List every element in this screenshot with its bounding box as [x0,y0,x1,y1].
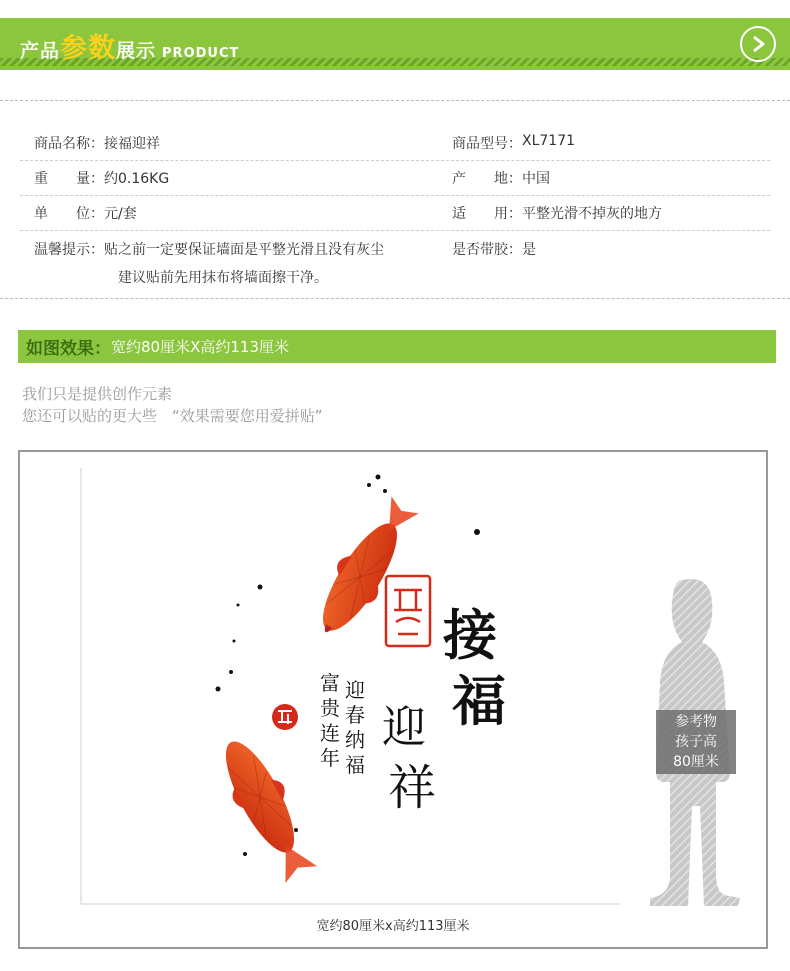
reference-line: 80厘米 [673,754,719,770]
reference-line: 孩子高 [675,734,717,750]
title-english: PRODUCT [162,46,240,61]
svg-text:春: 春 [345,703,365,727]
calligraphy-char: 接 [443,603,497,667]
calligraphy-char: 迎 [382,702,426,753]
svg-text:贵: 贵 [320,696,340,720]
intro-line-2: 您还可以贴的更大些 “效果需要您用爱拼贴” [22,407,323,425]
reference-line: 参考物 [675,714,717,730]
svg-text:纳: 纳 [345,728,365,752]
koi-fish-upper [304,491,427,645]
divider [0,100,790,101]
preview-caption: 宽约80厘米x高约113厘米 [316,919,470,934]
effect-title: 如图效果： [26,339,111,359]
spec-value: 接福迎祥 [104,136,160,152]
svg-text:连: 连 [320,721,340,745]
title-part-b: 参数 [60,33,117,64]
effect-size: 宽约80厘米X高约113厘米 [111,338,289,356]
spec-key: 适 用： [452,206,522,222]
spec-key: 重 量： [34,171,104,187]
spec-key: 温馨提示： [34,242,104,258]
spec-row [20,203,770,231]
spec-value-line2: 建议贴前先用抹布将墙面擦干净。 [118,270,328,286]
spec-value: 贴之前一定要保证墙面是平整光滑且没有灰尘 [104,242,384,258]
spec-key: 产 地： [452,171,522,187]
spec-value: 中国 [522,171,550,187]
reference-label [656,710,736,774]
spec-key: 商品型号： [452,136,522,152]
spec-key: 是否带胶： [452,242,522,258]
svg-text:福: 福 [345,753,365,777]
spec-value: XL7171 [522,133,576,149]
preview-frame [18,450,768,949]
seal-stamp-round [272,704,298,730]
spec-row [20,239,770,291]
spec-key: 单 位： [34,206,104,222]
wall-sticker-illustration [20,452,766,947]
title-part-c: 展示 [116,40,157,62]
spec-key: 商品名称： [34,136,104,152]
svg-text:富: 富 [320,671,340,695]
spec-value: 是 [522,242,536,258]
effect-bar [18,330,776,363]
divider [0,298,790,299]
section-title [20,26,240,64]
chevron-right-circle-icon[interactable] [740,26,776,62]
koi-fish-lower [209,730,324,886]
calligraphy-char: 福 [452,669,506,733]
calligraphy-small [320,671,365,777]
seal-stamp-large [386,576,430,646]
svg-text:年: 年 [320,746,340,770]
spec-value: 元/套 [104,206,137,222]
intro-line-1: 我们只是提供创作元素 [22,385,173,403]
spec-value: 约0.16KG [104,171,170,187]
calligraphy-char: 祥 [388,760,437,816]
svg-text:迎: 迎 [345,678,365,702]
spec-row [20,133,770,161]
title-part-a: 产品 [20,40,61,62]
spec-value: 平整光滑不掉灰的地方 [522,206,662,222]
spec-row [20,168,770,196]
